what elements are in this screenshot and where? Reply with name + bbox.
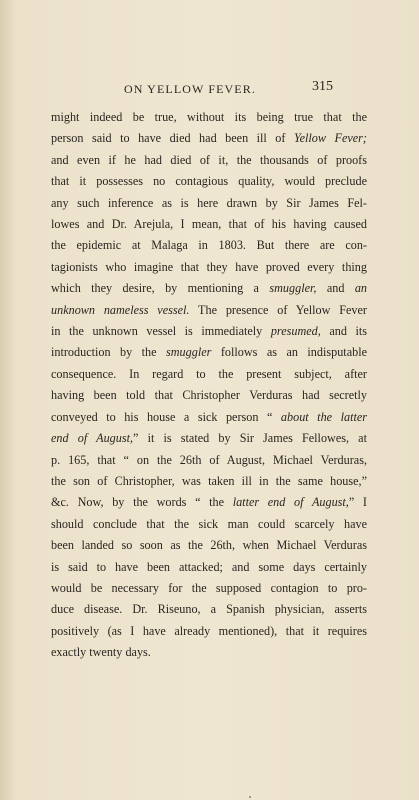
text-run: in the unknown vessel is immediately xyxy=(51,324,271,339)
text-run: the epidemic at Malaga in 1803. But there are con- xyxy=(51,238,367,253)
page-number: 315 xyxy=(312,79,333,94)
italic-run: presumed, xyxy=(270,324,321,339)
text-run: The presence of Yellow Fever xyxy=(189,302,367,317)
text-run: follows as an indisputable xyxy=(211,345,367,360)
text-run: consequence. In regard to the present subject, after xyxy=(51,366,367,381)
running-title: ON YELLOW FEVER. xyxy=(124,82,256,96)
text-line xyxy=(51,342,367,363)
text-run: any such inference as is here drawn by Sir James Fel- xyxy=(51,195,367,210)
text-line xyxy=(51,364,367,385)
italic-run: about the latter xyxy=(280,409,367,424)
text-line xyxy=(51,235,367,256)
text-line xyxy=(51,128,367,149)
text-run: and even if he had died of it, the thousands of proofs xyxy=(51,152,367,167)
text-line xyxy=(51,492,367,513)
text-run: duce disease. Dr. Riseuno, a Spanish physician, asserts xyxy=(51,602,367,617)
text-run: which they desire, by mentioning a xyxy=(51,281,270,296)
text-line xyxy=(51,278,367,299)
italic-run: an xyxy=(354,281,367,296)
body-text xyxy=(51,107,367,664)
text-line xyxy=(51,599,367,620)
text-line xyxy=(51,193,367,214)
text-run: ” it is stated by Sir James Fellowes, at xyxy=(133,431,367,446)
text-run: &c. Now, by the words “ the xyxy=(51,495,233,510)
text-line xyxy=(51,471,367,492)
text-run: having been told that Christopher Verduras had secretly xyxy=(51,388,367,403)
text-run: and xyxy=(316,281,355,296)
text-line xyxy=(51,385,367,406)
text-run: and its xyxy=(320,324,367,339)
text-run: is said to have been attacked; and some days certainly xyxy=(51,559,367,574)
text-line xyxy=(51,321,367,342)
italic-run: Yellow Fever; xyxy=(293,131,367,146)
italic-run: smuggler, xyxy=(269,281,317,296)
text-line xyxy=(51,407,367,428)
text-line xyxy=(51,257,367,278)
text-run: tagionists who imagine that they have proved every thing xyxy=(51,259,367,274)
text-run: would be necessary for the supposed contagion to pro- xyxy=(51,580,367,595)
text-run: should conclude that the sick man could scarcely have xyxy=(51,516,367,531)
text-line xyxy=(51,557,367,578)
text-run: might indeed be true, without its being true that the xyxy=(51,110,367,124)
page-header xyxy=(0,79,419,99)
text-run: conveyed to his house a sick person “ xyxy=(51,409,281,424)
text-run: that it possesses no contagious quality, would preclude xyxy=(51,174,367,189)
text-line xyxy=(51,171,367,192)
text-run: person said to have died had been ill of xyxy=(51,131,294,146)
text-run: introduction by the xyxy=(51,345,167,360)
italic-run: unknown nameless vessel. xyxy=(51,302,190,317)
text-line xyxy=(51,578,367,599)
text-run: the son of Christopher, was taken ill in the same house,” xyxy=(51,473,367,488)
text-run: p. 165, that “ on the 26th of August, Michael Verduras, xyxy=(51,452,367,467)
text-run: been landed so soon as the 26th, when Michael Verduras xyxy=(51,538,367,553)
text-line xyxy=(51,214,367,235)
text-run: exactly twenty days. xyxy=(51,645,151,660)
text-run: lowes and Dr. Arejula, I mean, that of his having caused xyxy=(51,217,367,232)
text-line xyxy=(51,514,367,535)
text-line xyxy=(51,150,367,171)
italic-run: end of August, xyxy=(51,431,134,446)
text-line xyxy=(51,428,367,449)
paper-speck xyxy=(249,796,251,798)
text-line xyxy=(51,642,367,663)
text-line xyxy=(51,621,367,642)
italic-run: smuggler xyxy=(166,345,212,360)
text-line xyxy=(51,107,367,128)
text-run: positively (as I have already mentioned), that it requires xyxy=(51,623,367,638)
italic-run: latter end of August, xyxy=(232,495,349,510)
text-line xyxy=(51,300,367,321)
text-run: ” I xyxy=(348,495,367,510)
text-line xyxy=(51,535,367,556)
text-line xyxy=(51,450,367,471)
